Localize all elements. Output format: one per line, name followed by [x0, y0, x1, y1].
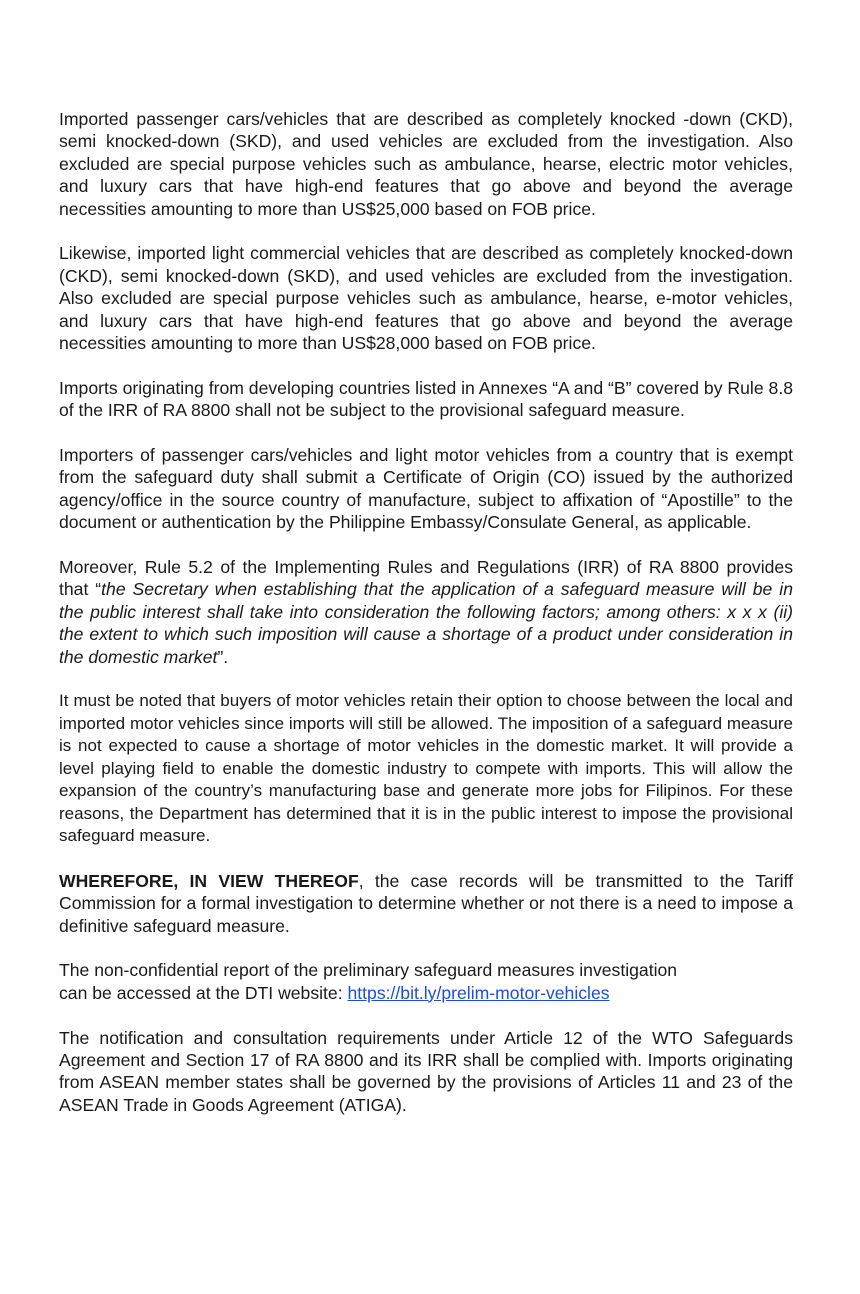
paragraph-excluded-light-commercial-vehicles: Likewise, imported light commercial vehicles that are described as completely knocked-down (CKD), semi knocked-down (SKD), and used vehicles are excluded from the investigation. Also excluded are special purpose vehicles such as ambulance, hearse, e-motor vehicles, and luxury cars that have high-end features that go above and beyond the average necessities amounting to more than US$28,000 based on FOB price.	[59, 243, 793, 354]
rule-5-2-quote: the Secretary when establishing that the application of a safeguard measure will be in the public interest shall take into consideration the following factors; among others: x x x (ii) the extent to which such imposition will cause a shortage of a product under consideration in the domestic market	[59, 579, 793, 667]
rule-5-2-lead: Moreover, Rule 5.2 of the Implementing Rules and Regulations (IRR) of RA 8800 provides that “	[59, 557, 793, 600]
document-page	[59, 108, 793, 1139]
paragraph-excluded-passenger-cars: Imported passenger cars/vehicles that are described as completely knocked -down (CKD), semi knocked-down (SKD), and used vehicles are excluded from the investigation. Also excluded are special purpose vehicles such as ambulance, hearse, electric motor vehicles, and luxury cars that have high-end features that go above and beyond the average necessities amounting to more than US$25,000 based on FOB price.	[59, 109, 793, 219]
report-line-2: can be accessed at the DTI website:	[59, 982, 348, 1003]
rule-5-2-tail: ”.	[217, 646, 229, 667]
report-line-1: The non-confidential report of the preliminary safeguard measures investigation	[59, 960, 678, 981]
wherefore-heading: WHEREFORE, IN VIEW THEREOF	[59, 870, 359, 891]
paragraph-public-interest: It must be noted that buyers of motor vehicles retain their option to choose between the local and imported motor vehicles since imports will still be allowed. The imposition of a safeguard measure is not expected to cause a shortage of motor vehicles in the domestic market. It will provide a level playing field to enable the domestic industry to compete with imports. This will allow the expansion of the country’s manufacturing base and generate more jobs for Filipinos. For these reasons, the Department has determined that it is in the public interest to impose the provisional safeguard measure.	[59, 691, 793, 845]
paragraph-certificate-of-origin: Importers of passenger cars/vehicles and light motor vehicles from a country that is exempt from the safeguard duty shall submit a Certificate of Origin (CO) issued by the authorized agency/office in the source country of manufacture, subject to affixation of “Apostille” to the document or authentication by the Philippine Embassy/Consulate General, as applicable.	[59, 445, 793, 533]
dti-report-link[interactable]: https://bit.ly/prelim-motor-vehicles	[347, 982, 610, 1003]
paragraph-wherefore	[59, 870, 793, 937]
paragraph-report-link	[59, 959, 793, 1004]
paragraph-rule-5-2	[59, 556, 793, 668]
paragraph-notification-consultation: The notification and consultation requirements under Article 12 of the WTO Safeguards Agreement and Section 17 of RA 8800 and its IRR shall be complied with. Imports originating from ASEAN member states shall be governed by the provisions of Articles 11 and 23 of the ASEAN Trade in Goods Agreement (ATIGA).	[59, 1027, 793, 1115]
wherefore-body: , the case records will be transmitted to the Tariff Commission for a formal investigation to determine whether or not there is a need to impose a definitive safeguard measure.	[59, 870, 793, 936]
paragraph-developing-countries-exemption: Imports originating from developing countries listed in Annexes “A and “B” covered by Rule 8.8 of the IRR of RA 8800 shall not be subject to the provisional safeguard measure.	[59, 377, 793, 421]
